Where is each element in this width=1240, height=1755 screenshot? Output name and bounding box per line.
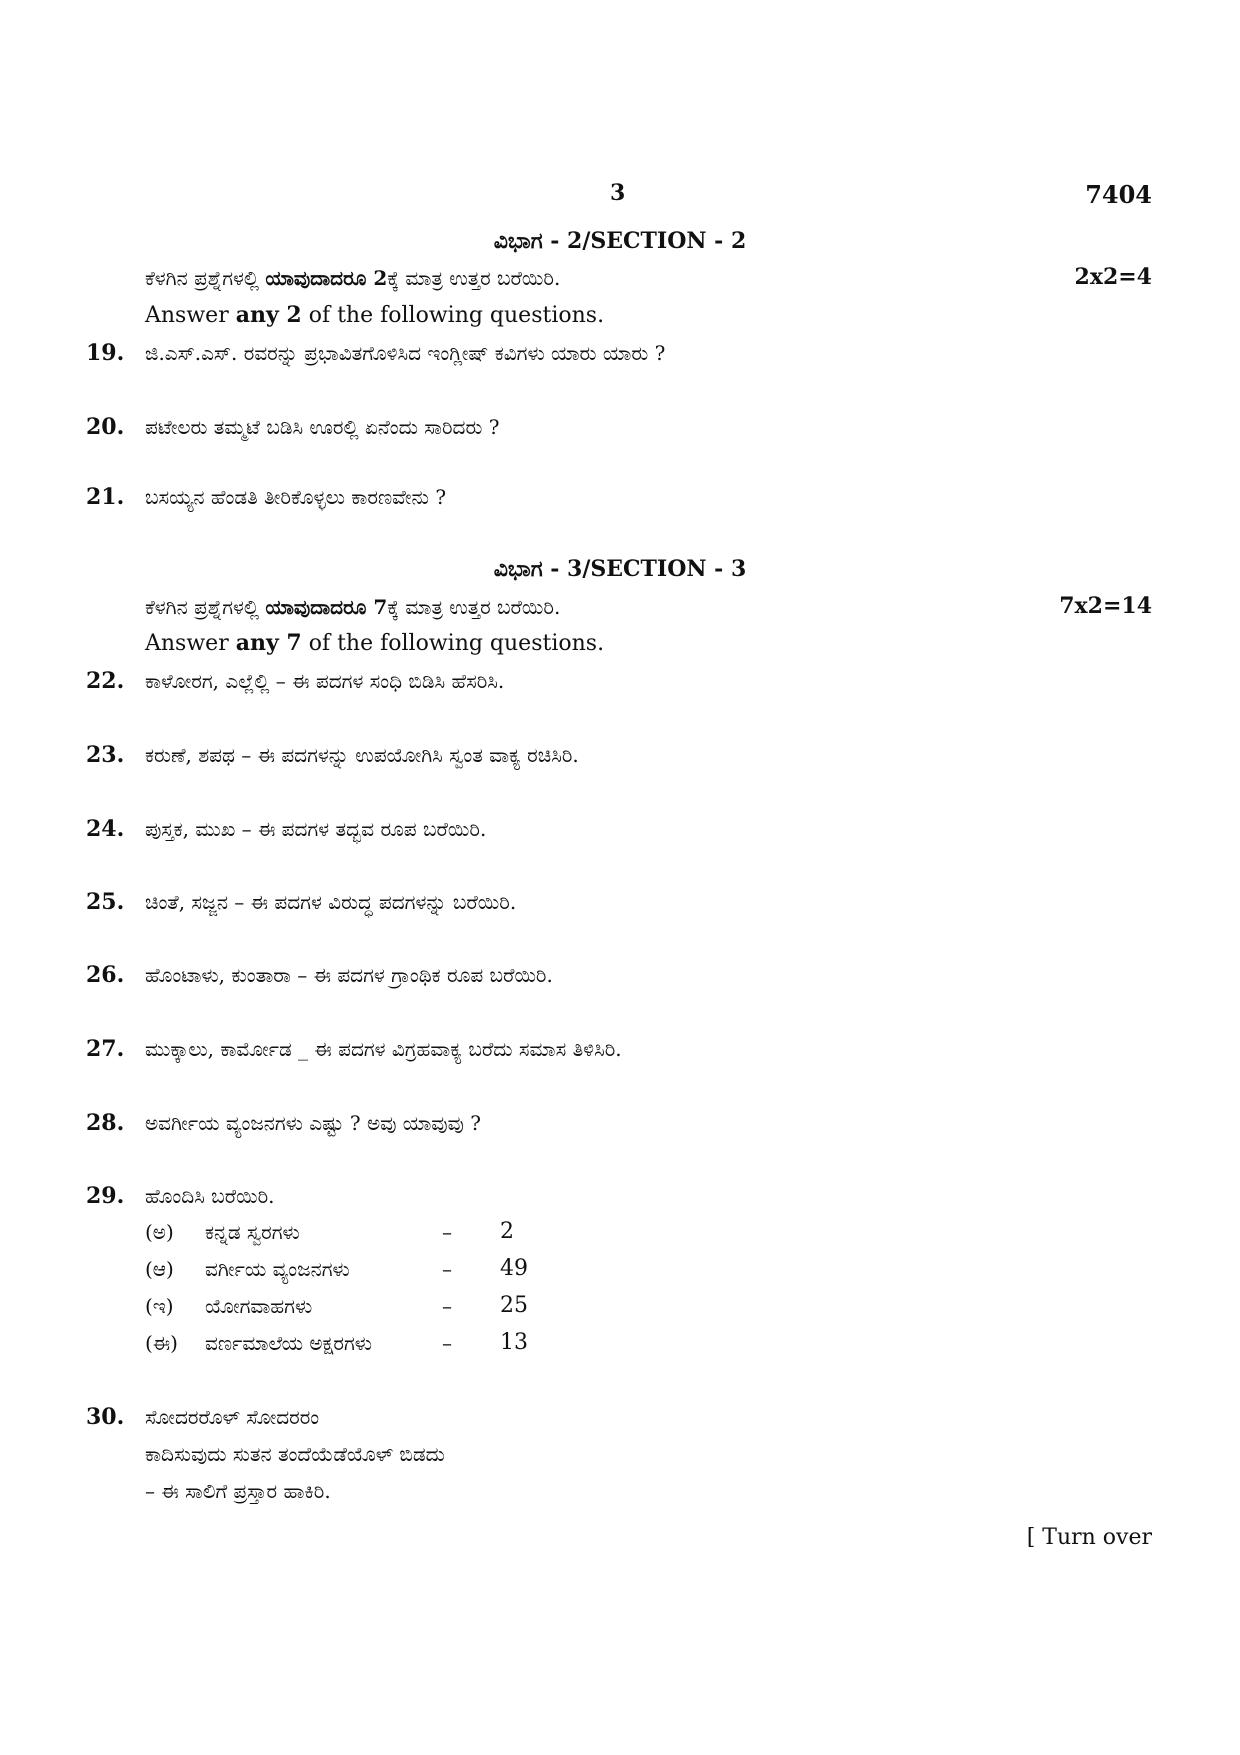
- question-number: 22.: [86, 668, 125, 694]
- section-3-instruction-kannada: ಕೆಳಗಿನ ಪ್ರಶ್ನೆಗಳಲ್ಲಿ ಯಾವುದಾದರೂ 7ಕ್ಕೆ ಮಾತ್ರ ಉತ್ತರ ಬರೆಯಿರಿ.: [145, 595, 561, 619]
- poem-line-1: ಸೋದರರೊಳ್ ಸೋದರರಂ: [145, 1405, 320, 1429]
- question-number: 23.: [86, 742, 125, 768]
- question-text: ಜಿ.ಎಸ್.ಎಸ್. ರವರನ್ನು ಪ್ರಭಾವಿತಗೊಳಿಸಿದ ಇಂಗ್ಲೀಷ್ ಕವಿಗಳು ಯಾರು ಯಾರು ?: [145, 341, 666, 365]
- match-item-text: ವರ್ಣಮಾಲೆಯ ಅಕ್ಷರಗಳು: [205, 1331, 372, 1355]
- question-number: 28.: [86, 1110, 125, 1136]
- question-text: ಮುಕ್ಕಾಲು, ಕಾರ್ಮೋಡ _ ಈ ಪದಗಳ ವಿಗ್ರಹವಾಕ್ಯ ಬರೆದು ಸಮಾಸ ತಿಳಿಸಿರಿ.: [145, 1037, 622, 1061]
- page-number: 3: [610, 180, 626, 206]
- section-3-instruction-english: Answer any 7 of the following questions.: [145, 630, 605, 656]
- turn-over-note: [ Turn over: [1026, 1525, 1152, 1550]
- match-item-value: 2: [500, 1219, 514, 1244]
- question-text: ಚಿಂತೆ, ಸಜ್ಜನ – ಈ ಪದಗಳ ವಿರುದ್ಧ ಪದಗಳನ್ನು ಬರೆಯಿರಿ.: [145, 890, 517, 914]
- section-2-instruction-english: Answer any 2 of the following questions.: [145, 302, 605, 328]
- match-item-value: 49: [500, 1256, 528, 1281]
- question-number: 25.: [86, 889, 125, 915]
- match-item-dash: –: [442, 1220, 452, 1244]
- match-item-dash: –: [442, 1294, 452, 1318]
- question-text: ಪಟೇಲರು ತಮ್ಮಟೆ ಬಡಿಸಿ ಊರಲ್ಲಿ ಏನೆಂದು ಸಾರಿದರು ?: [145, 415, 500, 439]
- section-2-marks: 2x2=4: [1074, 264, 1152, 290]
- question-number: 21.: [86, 484, 125, 510]
- question-text: ಕಾಳೋರಗ, ಎಲ್ಲೆಲ್ಲಿ – ಈ ಪದಗಳ ಸಂಧಿ ಬಿಡಿಸಿ ಹೆಸರಿಸಿ.: [145, 669, 505, 693]
- question-text: ಪುಸ್ತಕ, ಮುಖ – ಈ ಪದಗಳ ತದ್ಭವ ರೂಪ ಬರೆಯಿರಿ.: [145, 817, 487, 841]
- section-3-marks: 7x2=14: [1059, 593, 1152, 619]
- question-text: ಹೊಂದಿಸಿ ಬರೆಯಿರಿ.: [145, 1184, 275, 1208]
- match-item-text: ವರ್ಗೀಯ ವ್ಯಂಜನಗಳು: [205, 1257, 350, 1281]
- question-number: 27.: [86, 1036, 125, 1062]
- question-number: 24.: [86, 816, 125, 842]
- poem-line-2: ಕಾದಿಸುವುದು ಸುತನ ತಂದೆಯೆಡೆಯೊಳ್ ಬಿಡದು: [145, 1442, 445, 1466]
- match-item-dash: –: [442, 1331, 452, 1355]
- question-text: ಹೊಂಟಾಳು, ಕುಂತಾರಾ – ಈ ಪದಗಳ ಗ್ರಾಂಥಿಕ ರೂಪ ಬರೆಯಿರಿ.: [145, 963, 553, 987]
- section-2-instruction-kannada: ಕೆಳಗಿನ ಪ್ರಶ್ನೆಗಳಲ್ಲಿ ಯಾವುದಾದರೂ 2ಕ್ಕೆ ಮಾತ್ರ ಉತ್ತರ ಬರೆಯಿರಿ.: [145, 266, 561, 290]
- paper-code: 7404: [1085, 180, 1152, 209]
- question-text: ಬಸಯ್ಯನ ಹೆಂಡತಿ ತೀರಿಕೊಳ್ಳಲು ಕಾರಣವೇನು ?: [145, 485, 447, 509]
- question-number: 30.: [86, 1404, 125, 1430]
- match-item-text: ಕನ್ನಡ ಸ್ವರಗಳು: [205, 1220, 300, 1244]
- question-number: 26.: [86, 962, 125, 988]
- question-text: ಅವರ್ಗೀಯ ವ್ಯಂಜನಗಳು ಎಷ್ಟು ? ಅವು ಯಾವುವು ?: [145, 1111, 481, 1135]
- question-text: ಕರುಣೆ, ಶಪಥ – ಈ ಪದಗಳನ್ನು ಉಪಯೋಗಿಸಿ ಸ್ವಂತ ವಾಕ್ಯ ರಚಿಸಿರಿ.: [145, 743, 579, 767]
- match-item-label: (ಈ): [145, 1331, 178, 1355]
- match-item-value: 13: [500, 1330, 528, 1355]
- match-item-dash: –: [442, 1257, 452, 1281]
- match-item-label: (ಅ): [145, 1220, 174, 1244]
- question-instruction: – ಈ ಸಾಲಿಗೆ ಪ್ರಸ್ತಾರ ಹಾಕಿರಿ.: [145, 1479, 331, 1503]
- match-item-text: ಯೋಗವಾಹಗಳು: [205, 1294, 313, 1318]
- question-number: 20.: [86, 414, 125, 440]
- question-number: 29.: [86, 1183, 125, 1209]
- section-2-title: ವಿಭಾಗ - 2/SECTION - 2: [493, 228, 747, 254]
- question-number: 19.: [86, 340, 125, 366]
- match-item-value: 25: [500, 1293, 528, 1318]
- match-item-label: (ಇ): [145, 1294, 174, 1318]
- match-item-label: (ಆ): [145, 1257, 174, 1281]
- section-3-title: ವಿಭಾಗ - 3/SECTION - 3: [493, 556, 747, 582]
